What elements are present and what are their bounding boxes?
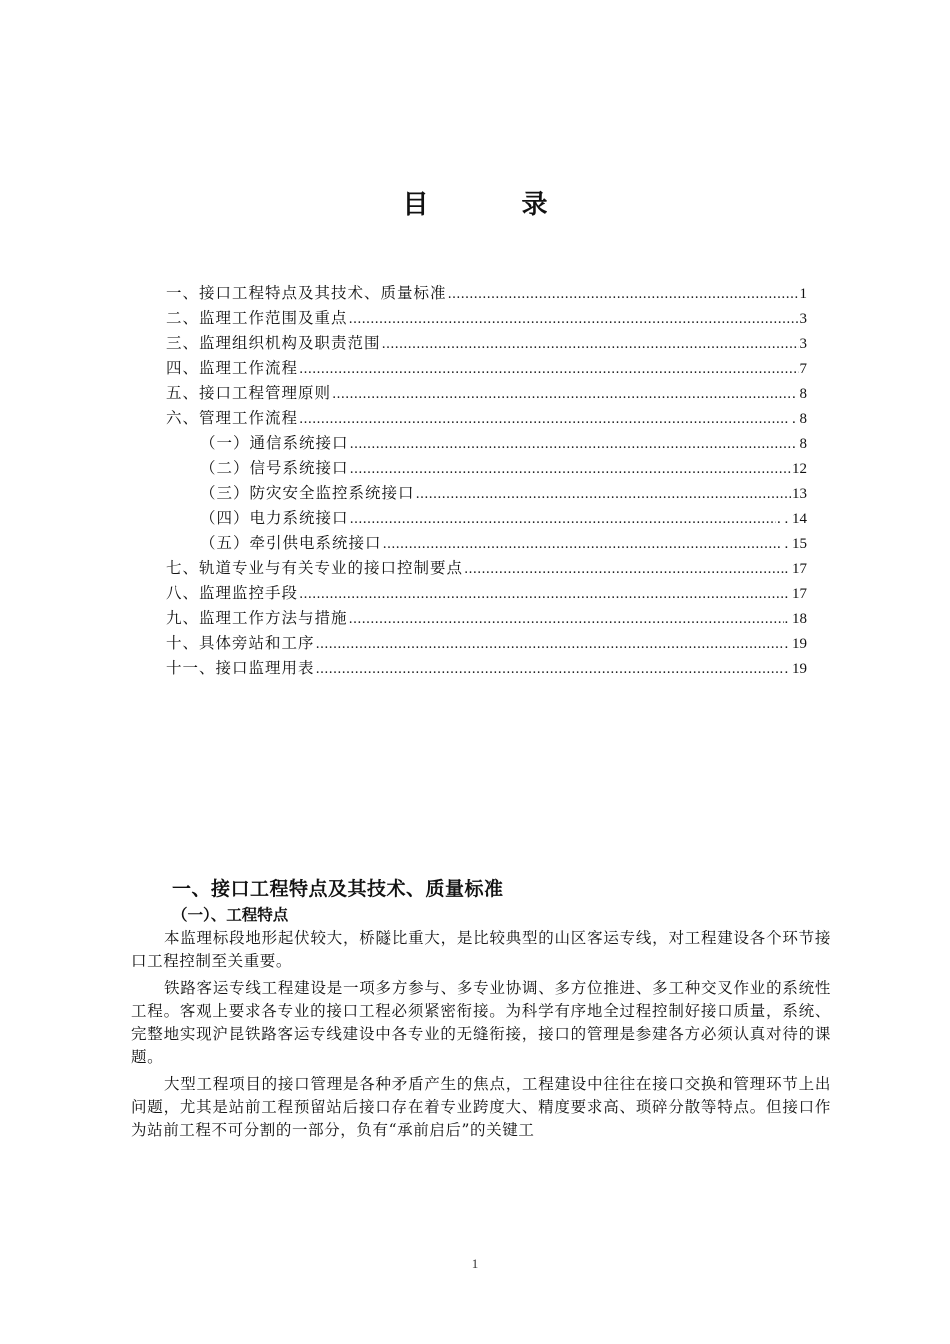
toc-leader-dots	[416, 482, 791, 506]
toc-entry-label: 八、监理监控手段	[166, 584, 299, 602]
toc-subentry[interactable]	[166, 481, 807, 506]
page-number: 1	[471, 1256, 479, 1271]
toc-leader-dots	[350, 507, 776, 531]
toc-entry-label: （三）防灾安全监控系统接口	[200, 484, 415, 502]
toc-leader-dots	[299, 407, 783, 431]
toc-title: 目 录	[402, 190, 590, 220]
toc-leader-dots	[383, 532, 776, 556]
toc-entry-page: . . 8	[784, 411, 807, 427]
toc-leader-dots	[350, 457, 791, 481]
toc-leader-dots	[349, 607, 784, 631]
table-of-contents	[166, 281, 807, 681]
paragraph: 大型工程项目的接口管理是各种矛盾产生的焦点，工程建设中往往在接口交换和管理环节上出问题，尤其是站前工程预留站后接口存在着专业跨度大、精度要求高、琐碎分散等特点。但接口作为站前工程不可分割的一部分，负有“承前启后”的关键工	[131, 1075, 831, 1139]
toc-entry-label: （二）信号系统接口	[200, 459, 349, 477]
toc-entry-label: 四、监理工作流程	[166, 359, 299, 377]
paragraph: 铁路客运专线工程建设是一项多方参与、多专业协调、多方位推进、多工种交叉作业的系统性工程。客观上要求各专业的接口工程必须紧密衔接。为科学有序地全过程控制好接口质量，系统、完整地实现沪昆铁路客运专线建设中各专业的无缝衔接，接口的管理是参建各方必须认真对待的课题。	[131, 979, 831, 1066]
toc-entry-label: 五、接口工程管理原则	[166, 384, 332, 402]
toc-leader-dots	[349, 307, 799, 331]
section-heading: 一、接口工程特点及其技术、质量标准	[172, 878, 504, 900]
toc-leader-dots	[332, 382, 791, 406]
toc-entry-label: （四）电力系统接口	[200, 509, 349, 527]
body-text	[131, 927, 831, 1146]
sub-heading: （一）、工程特点	[172, 906, 289, 924]
toc-leader-dots	[299, 582, 783, 606]
toc-entry-page: 3	[799, 336, 807, 352]
toc-entry-label: 十一、接口监理用表	[166, 659, 315, 677]
toc-entry-label: （一）通信系统接口	[200, 434, 349, 452]
toc-leader-dots	[350, 432, 791, 456]
toc-leader-dots	[464, 557, 783, 581]
toc-entry[interactable]	[166, 606, 807, 631]
toc-entry[interactable]	[166, 331, 807, 356]
toc-entry-label: 九、监理工作方法与措施	[166, 609, 348, 627]
toc-entry-page: . 18	[784, 611, 807, 627]
toc-subentry[interactable]	[166, 431, 807, 456]
toc-entry[interactable]	[166, 581, 807, 606]
toc-entry-page: . 8	[792, 386, 807, 402]
toc-entry[interactable]	[166, 556, 807, 581]
toc-subentry[interactable]	[166, 506, 807, 531]
toc-entry-label: （五）牵引供电系统接口	[200, 534, 382, 552]
toc-leader-dots	[299, 357, 798, 381]
toc-entry[interactable]	[166, 631, 807, 656]
toc-entry-page: . 17	[784, 586, 807, 602]
toc-entry-page: . . 14	[777, 511, 807, 527]
toc-entry-page: 3	[799, 311, 807, 327]
toc-entry-page: . 8	[792, 436, 807, 452]
toc-entry[interactable]	[166, 656, 807, 681]
toc-leader-dots	[316, 657, 784, 681]
toc-entry-page: 13	[792, 486, 807, 502]
toc-leader-dots	[316, 632, 784, 656]
toc-subentry[interactable]	[166, 531, 807, 556]
toc-entry-label: 七、轨道专业与有关专业的接口控制要点	[166, 559, 464, 577]
toc-leader-dots	[382, 332, 799, 356]
toc-entry-page: 1	[799, 286, 807, 302]
toc-entry-page: . . 15	[777, 536, 807, 552]
toc-entry[interactable]	[166, 281, 807, 306]
toc-entry-page: . 19	[784, 661, 807, 677]
toc-entry-label: 二、监理工作范围及重点	[166, 309, 348, 327]
toc-entry-label: 三、监理组织机构及职责范围	[166, 334, 381, 352]
toc-entry-label: 十、具体旁站和工序	[166, 634, 315, 652]
toc-entry[interactable]	[166, 381, 807, 406]
toc-subentry[interactable]	[166, 456, 807, 481]
toc-entry[interactable]	[166, 356, 807, 381]
toc-entry[interactable]	[166, 406, 807, 431]
toc-entry-label: 六、管理工作流程	[166, 409, 299, 427]
toc-entry-page: 12	[792, 461, 807, 477]
toc-entry[interactable]	[166, 306, 807, 331]
toc-entry-page: . 17	[784, 561, 807, 577]
toc-entry-page: 7	[799, 361, 807, 377]
toc-entry-label: 一、接口工程特点及其技术、质量标准	[166, 284, 447, 302]
toc-leader-dots	[448, 282, 799, 306]
paragraph: 本监理标段地形起伏较大，桥隧比重大，是比较典型的山区客运专线，对工程建设各个环节接口工程控制至关重要。	[131, 929, 831, 970]
toc-entry-page: . 19	[784, 636, 807, 652]
